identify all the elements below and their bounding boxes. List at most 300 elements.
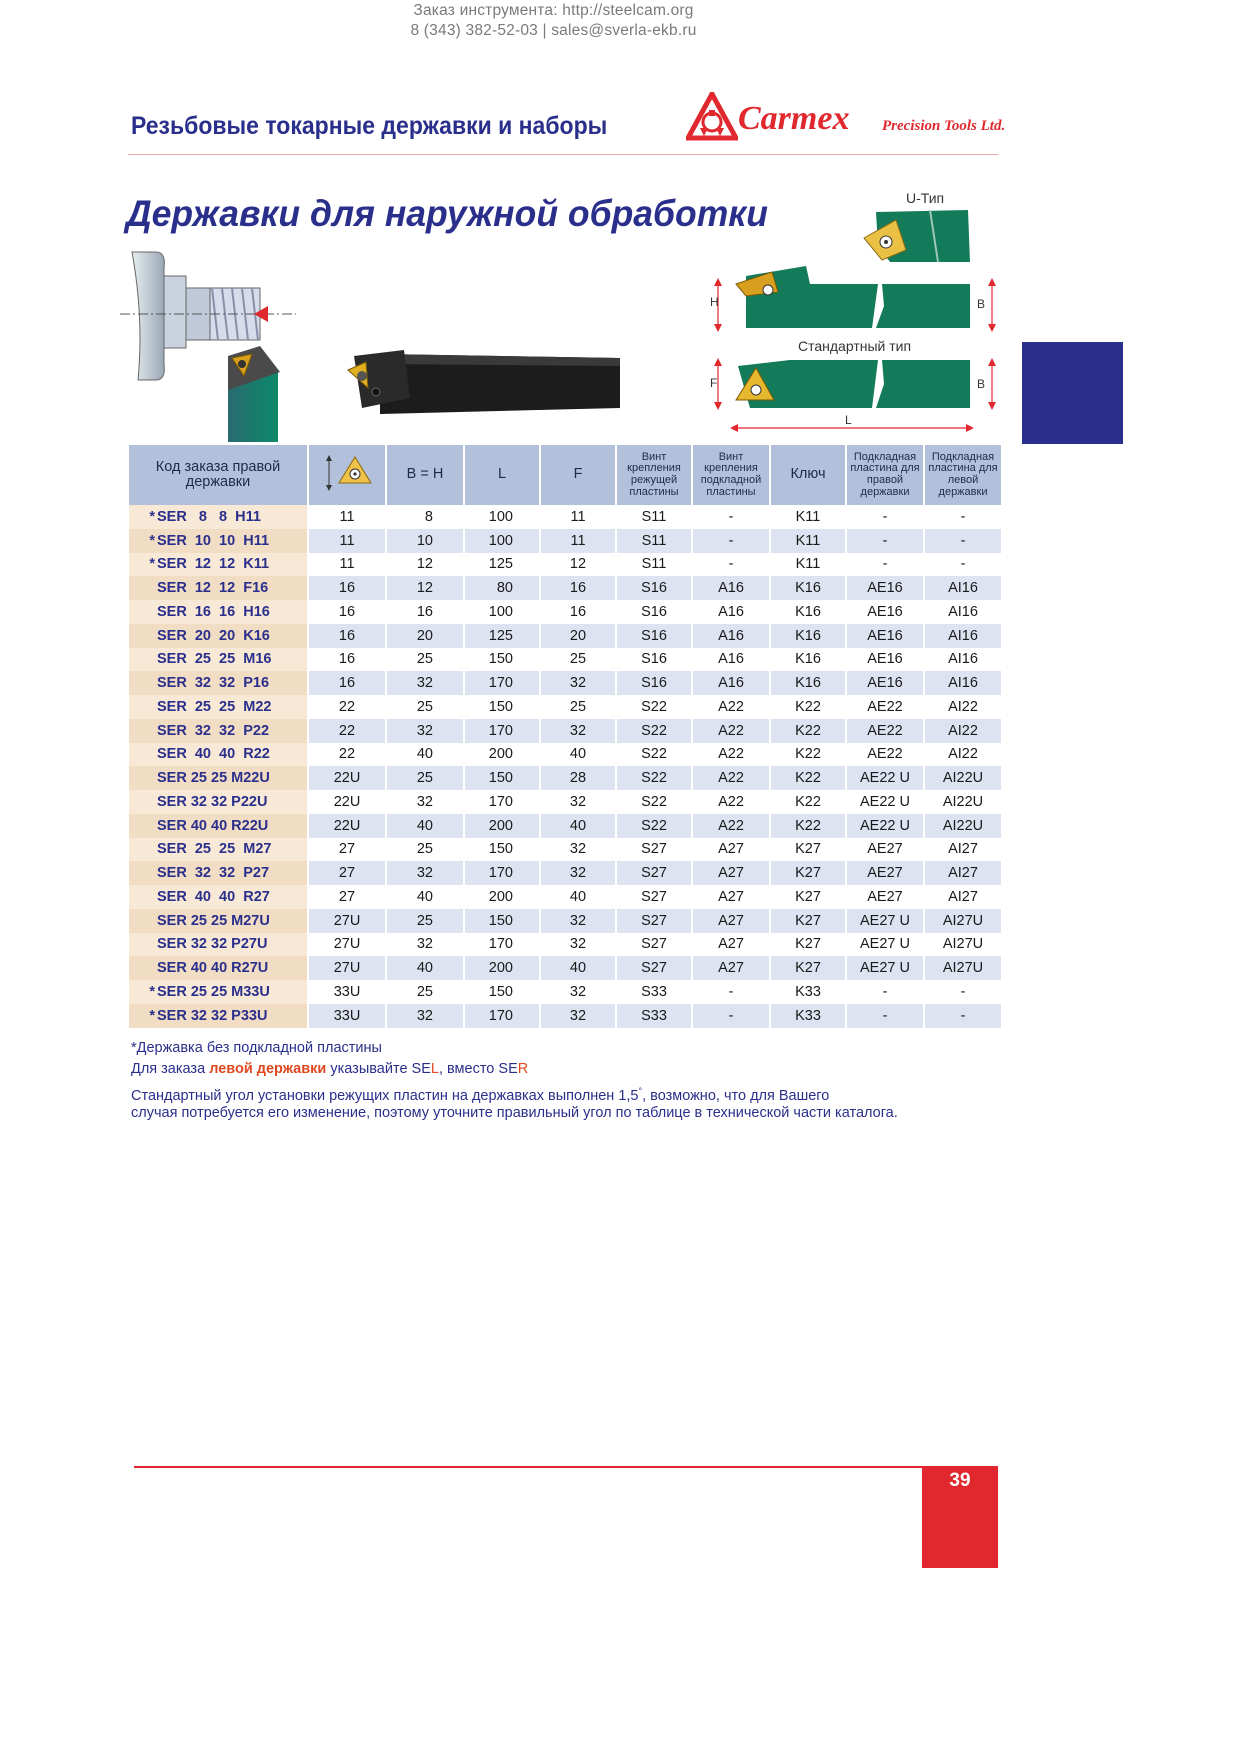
cell-insert-size: 11 (308, 553, 386, 577)
table-row (129, 719, 1001, 743)
note-angle-degree: ° (638, 1086, 643, 1096)
cell-bh: 32 (386, 861, 464, 885)
cell-insert-size: 16 (308, 576, 386, 600)
standard-type-diagram (706, 356, 998, 436)
table-row (129, 933, 1001, 957)
u-type-label: U-Тип (906, 190, 945, 206)
cell-bh: 12 (386, 553, 464, 577)
cell-order-code (129, 624, 308, 648)
contact-line: 8 (343) 382-52-03 | sales@sverla-ekb.ru (410, 22, 697, 39)
cell-order-code (129, 719, 308, 743)
cell-shim-right: AE16 (846, 624, 924, 648)
cell-shim-screw: A27 (692, 956, 770, 980)
cell-insert-size: 16 (308, 624, 386, 648)
cell-bh: 20 (386, 624, 464, 648)
cell-code-text: SER 12 12 F16 (157, 580, 269, 597)
cell-shim-right: AE27 U (846, 909, 924, 933)
table-row (129, 695, 1001, 719)
cell-order-code (129, 529, 308, 553)
cell-insert-size: 16 (308, 600, 386, 624)
table-row (129, 743, 1001, 767)
note-angle-text-b: , возможно, что для Вашего (642, 1087, 830, 1104)
table-row (129, 505, 1001, 529)
cell-order-code (129, 553, 308, 577)
cell-key: K11 (770, 529, 846, 553)
cell-insert-screw: S22 (616, 790, 692, 814)
cell-star-mark: * (149, 556, 155, 573)
cell-shim-left: AI22 (924, 695, 1001, 719)
cell-code-text: SER 40 40 R22 (157, 746, 270, 763)
cell-insert-screw: S27 (616, 933, 692, 957)
table-row (129, 553, 1001, 577)
cell-insert-screw: S27 (616, 956, 692, 980)
cell-order-code (129, 885, 308, 909)
cell-key: K27 (770, 956, 846, 980)
cell-shim-screw: A16 (692, 600, 770, 624)
cell-l: 125 (464, 553, 540, 577)
cell-insert-screw: S22 (616, 743, 692, 767)
cell-key: K27 (770, 861, 846, 885)
table-row (129, 909, 1001, 933)
cell-insert-screw: S27 (616, 909, 692, 933)
holder-photo (340, 336, 622, 420)
cell-key: K27 (770, 885, 846, 909)
dim-h-label: H (710, 295, 719, 309)
cell-shim-left: AI22 (924, 743, 1001, 767)
cell-shim-left: AI16 (924, 600, 1001, 624)
col-insert-header (308, 445, 386, 505)
cell-code-text: SER 25 25 M22 (157, 698, 272, 715)
cell-star-mark: * (149, 532, 155, 549)
cell-l: 200 (464, 814, 540, 838)
cell-code-text: SER 32 32 P22 (157, 722, 270, 739)
table-row (129, 861, 1001, 885)
cell-insert-screw: S11 (616, 553, 692, 577)
cell-shim-right: AE27 U (846, 933, 924, 957)
cell-shim-left: AI27 (924, 861, 1001, 885)
cell-shim-right: AE22 (846, 695, 924, 719)
col-shim-right-header: Подкладная пластина для правой державки (846, 445, 924, 505)
cell-insert-screw: S16 (616, 648, 692, 672)
cell-code-text: SER 25 25 M27 (157, 841, 272, 858)
cell-key: K33 (770, 1004, 846, 1028)
table-row (129, 885, 1001, 909)
cell-l: 170 (464, 671, 540, 695)
cell-insert-size: 16 (308, 648, 386, 672)
cell-shim-right: AE22 U (846, 790, 924, 814)
cell-key: K22 (770, 790, 846, 814)
cell-code-text: SER 32 32 P33U (157, 1007, 268, 1024)
cell-bh: 25 (386, 766, 464, 790)
cell-f: 16 (540, 576, 616, 600)
cell-shim-screw: - (692, 553, 770, 577)
table-header-row (129, 445, 1001, 505)
cell-code-text: SER 25 25 M33U (157, 983, 270, 1000)
cell-l: 150 (464, 838, 540, 862)
note-angle-text-a: Стандартный угол установки режущих пластин на державках выполнен 1,5 (131, 1087, 639, 1104)
standard-type-label: Стандартный тип (798, 338, 912, 354)
cell-key: K27 (770, 909, 846, 933)
cell-shim-right: - (846, 980, 924, 1004)
cell-key: K22 (770, 719, 846, 743)
cell-shim-left: AI27U (924, 956, 1001, 980)
cell-insert-screw: S27 (616, 861, 692, 885)
table-row (129, 814, 1001, 838)
cell-bh: 32 (386, 790, 464, 814)
cell-order-code (129, 695, 308, 719)
cell-insert-size: 11 (308, 529, 386, 553)
table-row (129, 766, 1001, 790)
section-tab (1022, 342, 1123, 444)
cell-l: 150 (464, 695, 540, 719)
brand-subtitle: Precision Tools Ltd. (882, 118, 1006, 134)
cell-shim-left: AI16 (924, 576, 1001, 600)
col-f-header: F (540, 445, 616, 505)
col-code-header: Код заказа правой державки (129, 445, 308, 505)
cell-insert-screw: S16 (616, 671, 692, 695)
cell-shim-screw: - (692, 980, 770, 1004)
col-l-header: L (464, 445, 540, 505)
cell-shim-left: AI27 (924, 885, 1001, 909)
cell-f: 32 (540, 1004, 616, 1028)
cell-bh: 25 (386, 980, 464, 1004)
cell-shim-right: AE16 (846, 671, 924, 695)
cell-insert-screw: S33 (616, 1004, 692, 1028)
cell-l: 170 (464, 719, 540, 743)
cell-shim-screw: - (692, 505, 770, 529)
cell-l: 125 (464, 624, 540, 648)
page-heading: Державки для наружной обработки (126, 193, 768, 234)
cell-key: K22 (770, 743, 846, 767)
cell-l: 170 (464, 790, 540, 814)
cell-l: 100 (464, 600, 540, 624)
cell-insert-screw: S33 (616, 980, 692, 1004)
cell-order-code (129, 1004, 308, 1028)
cell-insert-size: 22U (308, 814, 386, 838)
cell-shim-left: AI22U (924, 814, 1001, 838)
cell-shim-left: AI16 (924, 624, 1001, 648)
cell-bh: 40 (386, 814, 464, 838)
table-row (129, 838, 1001, 862)
cell-f: 32 (540, 719, 616, 743)
cell-shim-screw: A27 (692, 885, 770, 909)
cell-order-code (129, 956, 308, 980)
cell-shim-screw: A27 (692, 909, 770, 933)
cell-f: 25 (540, 695, 616, 719)
cell-star-mark: * (149, 508, 155, 525)
cell-shim-right: - (846, 529, 924, 553)
cell-shim-left: AI22U (924, 790, 1001, 814)
table-row (129, 671, 1001, 695)
cell-insert-size: 11 (308, 505, 386, 529)
brand-logo (686, 92, 1006, 144)
cell-insert-size: 16 (308, 671, 386, 695)
cell-f: 32 (540, 933, 616, 957)
cell-shim-right: AE16 (846, 600, 924, 624)
note-left-mid2: , вместо SE (438, 1061, 518, 1077)
cell-code-text: SER 32 32 P16 (157, 675, 270, 692)
cell-key: K16 (770, 648, 846, 672)
cell-bh: 32 (386, 719, 464, 743)
cell-bh: 32 (386, 1004, 464, 1028)
cell-insert-size: 27U (308, 956, 386, 980)
cell-key: K16 (770, 600, 846, 624)
section-title: Резьбовые токарные державки и наборы (131, 112, 608, 140)
cell-l: 200 (464, 885, 540, 909)
cell-shim-left: - (924, 980, 1001, 1004)
dim-l-label: L (845, 413, 852, 427)
cell-star-mark: * (149, 983, 155, 1000)
cell-insert-size: 27 (308, 838, 386, 862)
cell-insert-size: 27 (308, 885, 386, 909)
threading-illustration (120, 248, 300, 444)
cell-f: 11 (540, 529, 616, 553)
cell-bh: 25 (386, 909, 464, 933)
cell-bh: 12 (386, 576, 464, 600)
cell-code-text: SER 8 8 H11 (157, 508, 261, 525)
cell-key: K16 (770, 671, 846, 695)
table-row (129, 576, 1001, 600)
cell-key: K22 (770, 695, 846, 719)
col-shim-screw-header: Винт крепления подкладной пластины (692, 445, 770, 505)
page-number-box (922, 1466, 998, 1568)
cell-shim-left: AI22 (924, 719, 1001, 743)
note-left-prefix: Для заказа (131, 1061, 210, 1077)
cell-f: 40 (540, 956, 616, 980)
cell-order-code (129, 980, 308, 1004)
cell-shim-left: AI27U (924, 909, 1001, 933)
note-left-mid: указывайте SE (326, 1061, 431, 1077)
cell-f: 20 (540, 624, 616, 648)
table-row (129, 790, 1001, 814)
note-angle-line1 (131, 1086, 829, 1104)
cell-f: 11 (540, 505, 616, 529)
cell-shim-screw: A22 (692, 695, 770, 719)
cell-l: 170 (464, 1004, 540, 1028)
dim-b-label-2: B (977, 377, 986, 391)
note-angle-line2: случая потребуется его изменение, поэтому уточните правильный угол по таблице в технической части каталога. (131, 1105, 898, 1121)
cell-key: K27 (770, 838, 846, 862)
header-divider (128, 154, 998, 155)
cell-l: 80 (464, 576, 540, 600)
note-left-holder (131, 1061, 528, 1077)
cell-order-code (129, 648, 308, 672)
cell-l: 170 (464, 861, 540, 885)
cell-code-text: SER 40 40 R27U (157, 960, 269, 977)
table-row (129, 624, 1001, 648)
cell-insert-screw: S16 (616, 600, 692, 624)
dim-f-label: F (710, 376, 718, 390)
cell-shim-right: AE27 (846, 838, 924, 862)
cell-code-text: SER 12 12 K11 (157, 556, 270, 573)
cell-code-text: SER 25 25 M27U (157, 912, 270, 929)
cell-insert-size: 33U (308, 1004, 386, 1028)
cell-l: 150 (464, 766, 540, 790)
u-type-side-view (706, 262, 998, 334)
cell-shim-screw: A27 (692, 861, 770, 885)
cell-f: 40 (540, 743, 616, 767)
cell-shim-screw: A22 (692, 766, 770, 790)
cell-key: K27 (770, 933, 846, 957)
cell-bh: 40 (386, 956, 464, 980)
table-row (129, 529, 1001, 553)
cell-bh: 16 (386, 600, 464, 624)
table-row (129, 1004, 1001, 1028)
cell-code-text: SER 20 20 K16 (157, 627, 270, 644)
cell-key: K11 (770, 505, 846, 529)
cell-shim-screw: A22 (692, 814, 770, 838)
cell-shim-screw: - (692, 1004, 770, 1028)
cell-shim-right: - (846, 1004, 924, 1028)
cell-code-text: SER 25 25 M16 (157, 651, 272, 668)
cell-shim-screw: A22 (692, 719, 770, 743)
table-row (129, 956, 1001, 980)
cell-code-text: SER 32 32 P27 (157, 865, 270, 882)
cell-insert-screw: S11 (616, 505, 692, 529)
cell-shim-left: - (924, 1004, 1001, 1028)
cell-l: 150 (464, 648, 540, 672)
insert-size-icon (317, 453, 377, 493)
cell-shim-right: AE22 U (846, 766, 924, 790)
cell-insert-screw: S22 (616, 719, 692, 743)
cell-insert-size: 27 (308, 861, 386, 885)
cell-code-text: SER 40 40 R22U (157, 817, 269, 834)
cell-shim-screw: A16 (692, 648, 770, 672)
cell-shim-right: - (846, 553, 924, 577)
cell-order-code (129, 838, 308, 862)
cell-insert-size: 22U (308, 790, 386, 814)
cell-order-code (129, 671, 308, 695)
cell-l: 200 (464, 956, 540, 980)
dim-b-label: B (977, 297, 986, 311)
cell-order-code (129, 505, 308, 529)
cell-shim-left: - (924, 505, 1001, 529)
cell-shim-screw: A27 (692, 933, 770, 957)
cell-insert-size: 33U (308, 980, 386, 1004)
cell-code-text: SER 32 32 P27U (157, 936, 268, 953)
cell-bh: 25 (386, 838, 464, 862)
cell-insert-size: 22U (308, 766, 386, 790)
cell-code-text: SER 40 40 R27 (157, 888, 270, 905)
cell-insert-size: 22 (308, 719, 386, 743)
cell-insert-screw: S11 (616, 529, 692, 553)
cell-order-code (129, 933, 308, 957)
cell-shim-left: AI27U (924, 933, 1001, 957)
cell-code-text: SER 32 32 P22U (157, 793, 268, 810)
cell-order-code (129, 743, 308, 767)
cell-order-code (129, 790, 308, 814)
spec-table (129, 445, 1001, 1028)
cell-bh: 25 (386, 695, 464, 719)
cell-shim-left: AI27 (924, 838, 1001, 862)
cell-key: K33 (770, 980, 846, 1004)
cell-f: 16 (540, 600, 616, 624)
footer-divider (134, 1466, 922, 1468)
cell-bh: 32 (386, 671, 464, 695)
cell-shim-right: AE22 U (846, 814, 924, 838)
note-left-holder-emph: левой державки (209, 1061, 327, 1077)
cell-insert-screw: S27 (616, 885, 692, 909)
cell-shim-screw: A27 (692, 838, 770, 862)
cell-shim-right: AE16 (846, 648, 924, 672)
cell-shim-left: AI16 (924, 671, 1001, 695)
cell-insert-screw: S16 (616, 624, 692, 648)
cell-insert-size: 27U (308, 909, 386, 933)
carmex-emblem-icon (686, 92, 738, 142)
cell-l: 100 (464, 529, 540, 553)
cell-shim-left: - (924, 529, 1001, 553)
cell-l: 150 (464, 909, 540, 933)
cell-bh: 40 (386, 885, 464, 909)
cell-order-code (129, 909, 308, 933)
cell-insert-size: 22 (308, 695, 386, 719)
order-line: Заказ инструмента: http://steelcam.org (413, 2, 694, 19)
cell-bh: 8 (386, 505, 464, 529)
cell-f: 32 (540, 861, 616, 885)
cell-key: K16 (770, 624, 846, 648)
cell-f: 32 (540, 671, 616, 695)
cell-bh: 40 (386, 743, 464, 767)
cell-bh: 25 (386, 648, 464, 672)
cell-key: K22 (770, 766, 846, 790)
cell-shim-screw: A16 (692, 671, 770, 695)
cell-insert-screw: S22 (616, 695, 692, 719)
cell-f: 32 (540, 980, 616, 1004)
table-row (129, 648, 1001, 672)
cell-order-code (129, 814, 308, 838)
cell-l: 200 (464, 743, 540, 767)
cell-code-text: SER 10 10 H11 (157, 532, 270, 549)
cell-shim-screw: A22 (692, 743, 770, 767)
cell-shim-left: AI16 (924, 648, 1001, 672)
note-left-r: R (517, 1061, 529, 1077)
cell-insert-size: 27U (308, 933, 386, 957)
cell-f: 32 (540, 790, 616, 814)
cell-shim-right: - (846, 505, 924, 529)
cell-f: 25 (540, 648, 616, 672)
cell-key: K11 (770, 553, 846, 577)
cell-order-code (129, 576, 308, 600)
cell-code-text: SER 25 25 M22U (157, 770, 270, 787)
cell-order-code (129, 600, 308, 624)
cell-l: 150 (464, 980, 540, 1004)
cell-f: 32 (540, 838, 616, 862)
cell-shim-screw: - (692, 529, 770, 553)
cell-f: 12 (540, 553, 616, 577)
cell-shim-screw: A22 (692, 790, 770, 814)
cell-shim-screw: A16 (692, 624, 770, 648)
cell-bh: 32 (386, 933, 464, 957)
cell-order-code (129, 861, 308, 885)
cell-code-text: SER 16 16 H16 (157, 603, 270, 620)
cell-f: 28 (540, 766, 616, 790)
note-left-l: L (430, 1061, 439, 1077)
cell-shim-left: - (924, 553, 1001, 577)
cell-shim-right: AE22 (846, 743, 924, 767)
cell-l: 100 (464, 505, 540, 529)
note-no-shim: *Державка без подкладной пластины (131, 1040, 382, 1056)
cell-shim-right: AE27 (846, 885, 924, 909)
cell-shim-right: AE22 (846, 719, 924, 743)
cell-bh: 10 (386, 529, 464, 553)
table-row (129, 600, 1001, 624)
cell-shim-right: AE27 (846, 861, 924, 885)
cell-shim-right: AE16 (846, 576, 924, 600)
col-shim-left-header: Подкладная пластина для левой державки (924, 445, 1001, 505)
cell-l: 170 (464, 933, 540, 957)
cell-shim-screw: A16 (692, 576, 770, 600)
col-insert-screw-header: Винт крепления режущей пластины (616, 445, 692, 505)
